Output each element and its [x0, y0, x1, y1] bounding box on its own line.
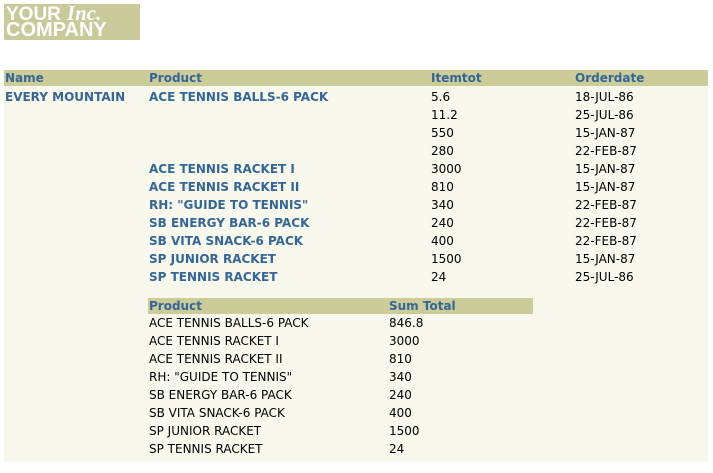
row-itemtot: 400 [431, 234, 454, 248]
company-logo [4, 4, 140, 40]
row-product: SP TENNIS RACKET [149, 270, 278, 284]
logo-inc-text: Inc. [66, 4, 102, 25]
summary-row-product: ACE TENNIS BALLS-6 PACK [149, 316, 309, 330]
row-itemtot: 1500 [431, 252, 462, 266]
row-orderdate: 22-FEB-87 [575, 144, 637, 158]
summary-row-product: RH: "GUIDE TO TENNIS" [149, 370, 293, 384]
row-orderdate: 25-JUL-86 [575, 270, 634, 284]
header-orderdate: Orderdate [575, 71, 645, 85]
row-itemtot: 5.6 [431, 90, 451, 104]
row-product: ACE TENNIS RACKET I [149, 162, 295, 176]
row-orderdate: 15-JAN-87 [575, 180, 636, 194]
row-orderdate: 22-FEB-87 [575, 198, 637, 212]
row-itemtot: 280 [431, 144, 454, 158]
row-orderdate: 15-JAN-87 [575, 126, 636, 140]
summary-row-sum-total: 3000 [389, 334, 420, 348]
logo-your-text: YOUR [6, 4, 61, 25]
summary-row-product: SB ENERGY BAR-6 PACK [149, 388, 292, 402]
header-name: Name [5, 71, 44, 85]
header-itemtot: Itemtot [431, 71, 482, 85]
row-orderdate: 15-JAN-87 [575, 162, 636, 176]
row-itemtot: 550 [431, 126, 454, 140]
row-product: ACE TENNIS BALLS-6 PACK [149, 90, 329, 104]
summary-row-sum-total: 400 [389, 406, 412, 420]
summary-row-product: SP JUNIOR RACKET [149, 424, 262, 438]
summary-row-sum-total: 240 [389, 388, 412, 402]
row-itemtot: 340 [431, 198, 454, 212]
summary-row-product: SB VITA SNACK-6 PACK [149, 406, 285, 420]
row-orderdate: 22-FEB-87 [575, 234, 637, 248]
row-orderdate: 25-JUL-86 [575, 108, 634, 122]
row-orderdate: 18-JUL-86 [575, 90, 634, 104]
summary-row-sum-total: 846.8 [389, 316, 424, 330]
logo-company-text: COMPANY [6, 19, 107, 40]
summary-row-sum-total: 340 [389, 370, 412, 384]
summary-row-product: ACE TENNIS RACKET I [149, 334, 279, 348]
row-itemtot: 24 [431, 270, 447, 284]
summary-header-sum-total: Sum Total [389, 299, 456, 313]
row-product: SP JUNIOR RACKET [149, 252, 276, 266]
summary-row-sum-total: 24 [389, 442, 405, 456]
main-header-row [4, 70, 708, 86]
summary-row-sum-total: 810 [389, 352, 412, 366]
row-itemtot: 3000 [431, 162, 462, 176]
row-itemtot: 11.2 [431, 108, 458, 122]
summary-row-product: ACE TENNIS RACKET II [149, 352, 283, 366]
row-product: RH: "GUIDE TO TENNIS" [149, 198, 309, 212]
summary-row-product: SP TENNIS RACKET [149, 442, 263, 456]
row-product: ACE TENNIS RACKET II [149, 180, 300, 194]
summary-row-sum-total: 1500 [389, 424, 420, 438]
summary-header-row [148, 298, 533, 314]
row-product: SB VITA SNACK-6 PACK [149, 234, 304, 248]
row-orderdate: 22-FEB-87 [575, 216, 637, 230]
header-product: Product [149, 71, 202, 85]
report-body [4, 70, 708, 462]
row-orderdate: 15-JAN-87 [575, 252, 636, 266]
row-itemtot: 810 [431, 180, 454, 194]
row-itemtot: 240 [431, 216, 454, 230]
customer-name: EVERY MOUNTAIN [5, 90, 126, 104]
summary-header-product: Product [149, 299, 202, 313]
row-product: SB ENERGY BAR-6 PACK [149, 216, 310, 230]
